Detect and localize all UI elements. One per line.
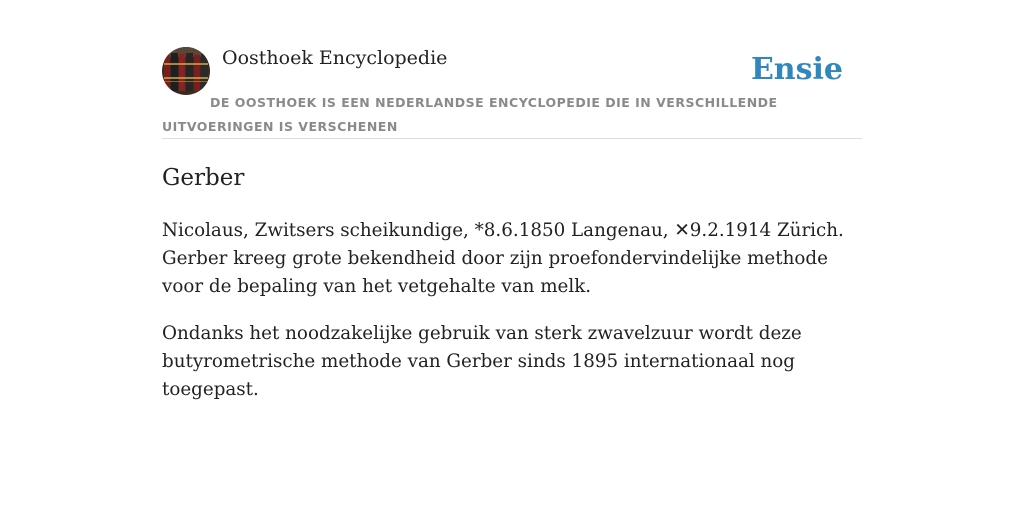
- encyclopedia-books-icon[interactable]: [162, 47, 210, 95]
- publisher-header: [162, 46, 862, 139]
- article-paragraph: Ondanks het noodzakelijke gebruik van sterk zwavelzuur wordt deze butyrometrische methode van Gerber sinds 1895 internationaal nog toegepast.: [162, 323, 802, 400]
- publisher-name-link[interactable]: Oosthoek Encyclopedie: [222, 47, 448, 69]
- article-title: Gerber: [162, 165, 245, 191]
- ensie-logo-link[interactable]: Ensie: [750, 52, 843, 87]
- publisher-tagline: DE OOSTHOEK IS EEN NEDERLANDSE ENCYCLOPEDIE DIE IN VERSCHILLENDE UITVOERINGEN IS VERSCHENEN: [162, 95, 778, 134]
- article: [162, 139, 862, 404]
- page-content: [162, 46, 862, 423]
- article-paragraph: Nicolaus, Zwitsers scheikundige, *8.6.1850 Langenau, ✕9.2.1914 Zürich. Gerber kreeg grote bekendheid door zijn proefondervindelijke methode voor de bepaling van het vetgehalte van melk.: [162, 220, 844, 297]
